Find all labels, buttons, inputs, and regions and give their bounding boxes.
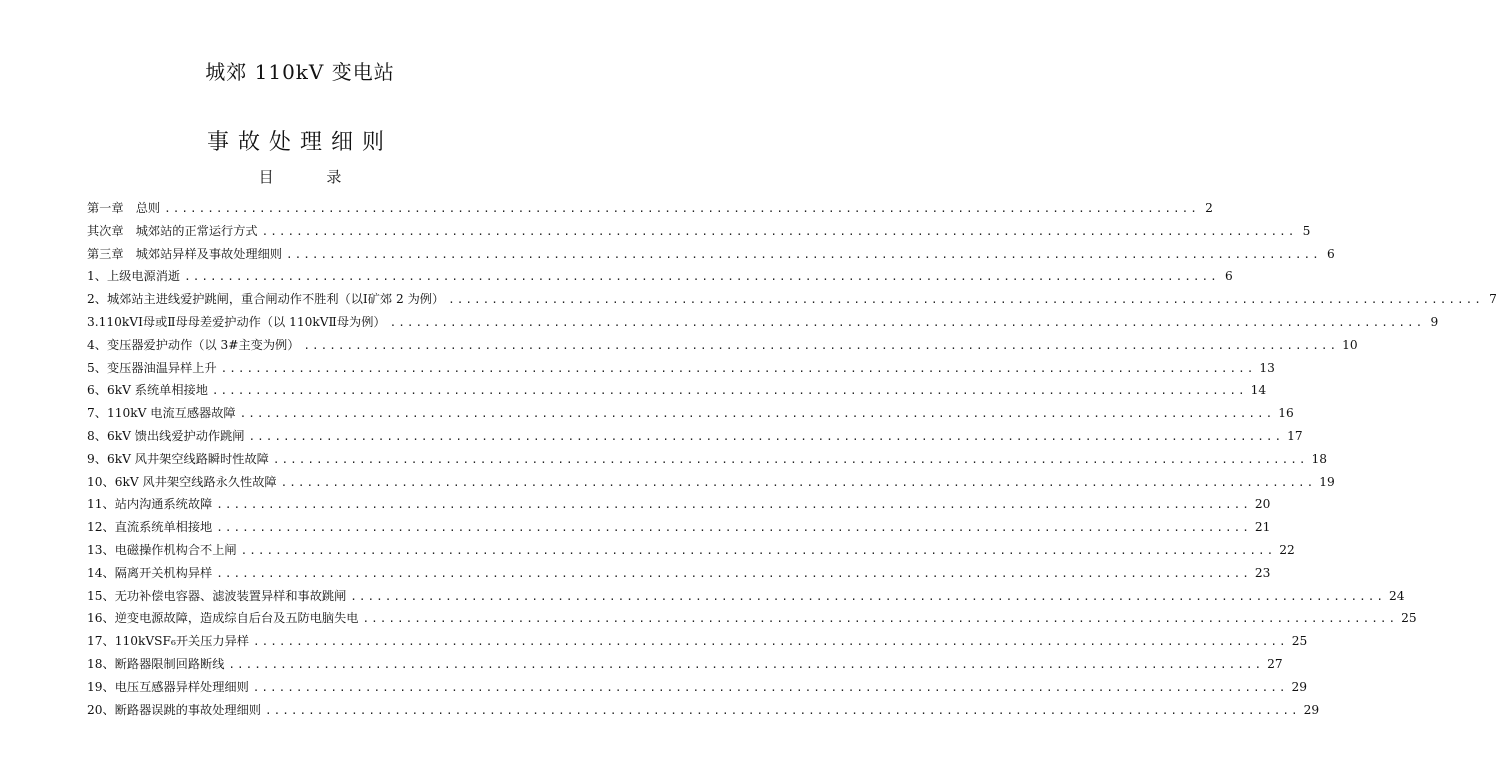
dot-leader: ........................................................................................................................ <box>350 589 1385 603</box>
toc-entry-title: 16、逆变电源故障，造成综自后台及五防电脑失电 <box>87 611 359 626</box>
toc-entry-page: 23 <box>1254 565 1271 580</box>
toc-entry-page: 25 <box>1291 634 1308 649</box>
toc-entry-page: 17 <box>1287 428 1303 443</box>
toc-entry-title: 14、隔离开关机构异样 <box>87 565 213 580</box>
toc-entry-title: 10、6kV 风井架空线路永久性故障 <box>87 474 277 489</box>
toc-entry[interactable] <box>87 288 1497 311</box>
toc-entry-title: 17、110kVSF₆开关压力异样 <box>87 634 249 649</box>
dot-leader: ........................................................................................................................ <box>216 498 1251 512</box>
dot-leader: ........................................................................................................................ <box>248 429 1284 443</box>
dot-leader: ........................................................................................................................ <box>272 452 1308 466</box>
toc-entry-title: 1、上级电源消逝 <box>87 269 181 284</box>
toc-entry[interactable] <box>87 516 1271 539</box>
dot-leader: ........................................................................................................................ <box>216 566 1251 580</box>
toc-entry-title: 18、断路器限制回路断线 <box>87 656 225 671</box>
dot-leader: ........................................................................................................................ <box>448 293 1483 307</box>
toc-heading: 目 录 <box>258 168 366 186</box>
toc-entry-title: 20、断路器误跳的事故处理细则 <box>87 702 261 717</box>
dot-leader: ........................................................................................................................ <box>184 270 1219 284</box>
toc-entry-title: 6、6kV 系统单相接地 <box>87 383 208 398</box>
toc-entry[interactable] <box>87 357 1275 380</box>
dot-leader: ........................................................................................................................ <box>164 202 1199 215</box>
toc-entry[interactable] <box>87 585 1405 608</box>
toc-entry-title: 7、110kV 电流互感器故障 <box>87 406 236 421</box>
toc-entry-page: 19 <box>1319 474 1335 489</box>
toc-entry[interactable] <box>87 630 1308 653</box>
dot-leader: ........................................................................................................................ <box>264 703 1300 717</box>
toc-entry-title: 5、变压器油温异样上升 <box>87 360 217 375</box>
dot-leader: ........................................................................................................................ <box>211 384 1247 398</box>
toc-entry[interactable] <box>87 243 1335 266</box>
toc-entry-page: 25 <box>1401 611 1417 626</box>
toc-entry-page: 29 <box>1291 679 1307 694</box>
toc-entry[interactable] <box>87 379 1267 402</box>
toc-entry[interactable] <box>87 265 1233 288</box>
dot-leader: ........................................................................................................................ <box>240 543 1276 557</box>
table-of-contents <box>87 197 1497 721</box>
dot-leader: ........................................................................................................................ <box>252 635 1288 649</box>
dot-leader: ........................................................................................................................ <box>216 521 1251 535</box>
toc-entry-page: 14 <box>1250 383 1267 398</box>
toc-entry[interactable] <box>87 607 1417 630</box>
toc-entry[interactable] <box>87 311 1439 334</box>
toc-entry[interactable] <box>87 471 1335 494</box>
toc-entry[interactable] <box>87 402 1294 425</box>
toc-entry-page: 24 <box>1388 588 1405 603</box>
toc-entry[interactable] <box>87 220 1311 243</box>
dot-leader: ........................................................................................................................ <box>280 475 1316 489</box>
toc-entry-page: 6 <box>1326 246 1335 261</box>
toc-entry-page: 10 <box>1342 337 1358 352</box>
toc-entry-page: 7 <box>1489 292 1497 307</box>
toc-entry[interactable] <box>87 197 1213 220</box>
toc-entry-title: 12、直流系统单相接地 <box>87 520 213 535</box>
dot-leader: ........................................................................................................................ <box>389 315 1425 329</box>
toc-entry-title: 15、无功补偿电容器、滤波装置异样和事故跳闸 <box>87 588 347 603</box>
toc-entry-page: 27 <box>1267 656 1283 671</box>
dot-leader: ........................................................................................................................ <box>303 338 1339 352</box>
toc-entry[interactable] <box>87 539 1295 562</box>
dot-leader: ........................................................................................................................ <box>220 361 1256 375</box>
dot-leader: ........................................................................................................................ <box>228 657 1264 671</box>
document-title: 事故处理细则 <box>206 130 393 155</box>
toc-entry-title: 19、电压互感器异样处理细则 <box>87 679 249 694</box>
toc-entry-title: 3.110kVⅠ母或Ⅱ母母差爱护动作（以 110kVⅡ母为例） <box>87 314 386 329</box>
toc-entry[interactable] <box>87 425 1303 448</box>
station-title: 城郊 110kV 变电站 <box>205 60 395 84</box>
toc-entry-page: 29 <box>1303 702 1320 717</box>
toc-entry-title: 13、电磁操作机构合不上闸 <box>87 542 237 557</box>
toc-entry-page: 21 <box>1254 520 1271 535</box>
toc-entry[interactable] <box>87 676 1307 699</box>
toc-entry[interactable] <box>87 562 1271 585</box>
toc-entry-page: 22 <box>1279 542 1295 557</box>
toc-entry[interactable] <box>87 448 1328 471</box>
toc-entry-title: 4、变压器爱护动作（以 3#主变为例） <box>87 337 300 352</box>
toc-entry-title: 11、站内沟通系统故障 <box>87 497 213 512</box>
toc-entry-page: 2 <box>1205 201 1213 215</box>
toc-entry-page: 20 <box>1254 497 1271 512</box>
toc-entry-title: 其次章 城郊站的正常运行方式 <box>87 223 258 238</box>
toc-entry-page: 6 <box>1225 269 1233 284</box>
toc-entry-title: 8、6kV 馈出线爱护动作跳闸 <box>87 428 245 443</box>
toc-entry-title: 第三章 城郊站异样及事故处理细则 <box>87 246 282 261</box>
dot-leader: ........................................................................................................................ <box>286 247 1321 261</box>
toc-entry-page: 18 <box>1311 451 1328 466</box>
toc-entry-page: 5 <box>1302 223 1311 238</box>
toc-entry-page: 9 <box>1430 314 1439 329</box>
toc-entry-title: 2、城郊站主进线爱护跳闸，重合闸动作不胜利（以Ⅰ矿郊 2 为例） <box>87 292 445 307</box>
toc-entry[interactable] <box>87 653 1283 676</box>
toc-entry-page: 16 <box>1278 406 1294 421</box>
dot-leader: ........................................................................................................................ <box>252 680 1288 694</box>
toc-entry-page: 13 <box>1259 360 1275 375</box>
toc-entry[interactable] <box>87 493 1271 516</box>
toc-entry-title: 9、6kV 风井架空线路瞬时性故障 <box>87 451 269 466</box>
toc-entry[interactable] <box>87 699 1320 722</box>
dot-leader: ........................................................................................................................ <box>239 407 1275 421</box>
toc-entry-title: 第一章 总则 <box>87 201 161 215</box>
dot-leader: ........................................................................................................................ <box>362 612 1398 626</box>
dot-leader: ........................................................................................................................ <box>261 224 1297 238</box>
toc-entry[interactable] <box>87 334 1358 357</box>
